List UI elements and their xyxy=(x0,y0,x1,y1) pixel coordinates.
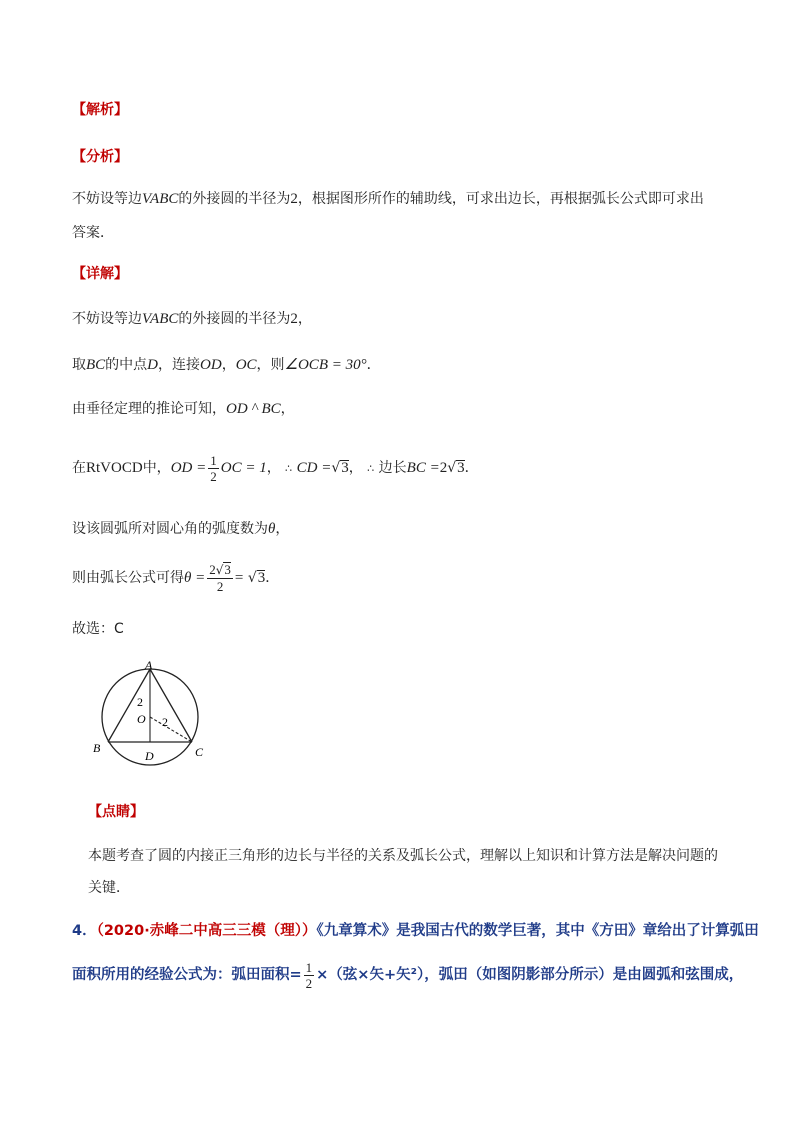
label-d: D xyxy=(145,749,154,763)
side-ac xyxy=(150,669,192,742)
step-4 xyxy=(72,446,479,491)
therefore-symbol: ∴ xyxy=(367,462,375,475)
text: ， xyxy=(348,460,363,476)
math: BC = xyxy=(406,460,440,476)
label-oc-length: 2 xyxy=(162,715,168,729)
text: 的中点 xyxy=(105,357,148,373)
fenxi-heading: 【分析】 xyxy=(72,149,128,165)
denominator: 2 xyxy=(216,579,224,594)
text: 不妨设等边 xyxy=(72,311,142,327)
step-5 xyxy=(72,519,289,539)
text: 不妨设等边 xyxy=(72,191,142,207)
label-c: C xyxy=(195,745,204,759)
text: ， xyxy=(280,401,295,417)
math-perpendicular: OD ^ BC xyxy=(226,401,281,417)
coef: 2 xyxy=(209,562,216,577)
sqrt-sign: √ xyxy=(331,460,341,476)
text: ． xyxy=(265,570,280,586)
radicand: 3 xyxy=(457,460,465,476)
text: ， xyxy=(266,460,281,476)
step-2 xyxy=(72,355,381,375)
text: ， xyxy=(221,357,236,373)
label-a: A xyxy=(145,660,153,672)
math: OC xyxy=(235,357,257,373)
comment-line-1: 本题考查了圆的内接正三角形的边长与半径的关系及弧长公式，理解以上知识和计算方法是解决问题的 xyxy=(88,848,718,864)
text: 中， xyxy=(142,460,171,476)
text: 的外接圆的半径为 xyxy=(178,191,291,207)
math-radius: 2 xyxy=(290,311,298,327)
text: 的外接圆的半径为 xyxy=(178,311,291,327)
radicand: 3 xyxy=(341,460,349,476)
text: 在 xyxy=(72,460,86,476)
radicand: 3 xyxy=(224,562,231,577)
dianjing-heading: 【点睛】 xyxy=(88,804,144,820)
math: OC = 1 xyxy=(220,460,267,476)
text: ×（弦×矢+矢²），弧田（如图阴影部分所示）是由圆弧和弦围成， xyxy=(316,967,744,983)
text: ， xyxy=(275,521,290,537)
step-6 xyxy=(72,556,279,600)
text: ． xyxy=(464,460,479,476)
text: 边长 xyxy=(378,460,407,476)
comment-line-2: 关键． xyxy=(88,880,130,896)
math: 2 xyxy=(439,460,448,476)
text: 面积所用的经验公式为：弧田面积= xyxy=(72,967,302,983)
step-1 xyxy=(72,309,312,329)
math: BC xyxy=(86,357,106,373)
jiexi-heading: 【解析】 xyxy=(72,102,128,118)
text: 则由弧长公式可得 xyxy=(72,570,184,586)
text: ，连接 xyxy=(158,357,201,373)
denominator: 2 xyxy=(210,468,217,484)
denominator: 2 xyxy=(305,975,313,991)
question-4-line-2 xyxy=(72,953,743,997)
circle-triangle-figure xyxy=(88,660,212,770)
math: CD = xyxy=(296,460,332,476)
sqrt-sign: √ xyxy=(215,563,224,577)
numerator: 1 xyxy=(305,959,313,975)
math: OD = xyxy=(170,460,207,476)
math-angle: ∠OCB = 30° xyxy=(284,357,367,373)
math: = xyxy=(234,570,244,586)
text: ， xyxy=(297,311,312,327)
text: 由垂径定理的推论可知， xyxy=(72,401,226,417)
math-radius: 2 xyxy=(290,191,298,207)
answer-line: 故选：C xyxy=(72,621,124,637)
label-ao-length: 2 xyxy=(137,695,143,709)
question-4-line-1 xyxy=(72,921,759,941)
math-theta: θ = xyxy=(184,570,206,586)
text: ． xyxy=(366,357,381,373)
radicand: 3 xyxy=(257,570,266,586)
math-triangle: VABC xyxy=(142,311,179,327)
step-3 xyxy=(72,399,295,419)
line-oc xyxy=(150,717,192,742)
text: ，则 xyxy=(256,357,285,373)
text: 《九章算术》是我国古代的数学巨著，其中《方田》章给出了计算弧田 xyxy=(316,923,759,939)
sqrt-sign: √ xyxy=(247,570,257,586)
math-triangle: VABC xyxy=(142,191,179,207)
math-theta: θ xyxy=(268,521,276,537)
math: D xyxy=(147,357,159,373)
text: 取 xyxy=(72,357,86,373)
fraction-half xyxy=(208,453,219,484)
numerator xyxy=(207,562,233,579)
fraction-half xyxy=(304,960,315,991)
math-triangle: RtVOCD xyxy=(86,460,143,476)
label-o: O xyxy=(137,712,146,726)
xiangjie-heading: 【详解】 xyxy=(72,266,128,282)
side-ab xyxy=(108,669,150,742)
question-number: 4． xyxy=(72,923,97,939)
analysis-line-1 xyxy=(72,189,704,209)
text: ，根据图形所作的辅助线，可求出边长，再根据弧长公式即可求出 xyxy=(297,191,704,207)
label-b: B xyxy=(93,741,101,755)
analysis-line-2: 答案． xyxy=(72,225,114,241)
question-source: （2020·赤峰二中高三三模（理）） xyxy=(96,923,317,939)
therefore-symbol: ∴ xyxy=(285,462,293,475)
fraction-theta xyxy=(207,562,233,594)
text: 设该圆弧所对圆心角的弧度数为 xyxy=(72,521,268,537)
numerator: 1 xyxy=(210,452,217,468)
sqrt-sign: √ xyxy=(447,460,457,476)
math: OD xyxy=(200,357,222,373)
